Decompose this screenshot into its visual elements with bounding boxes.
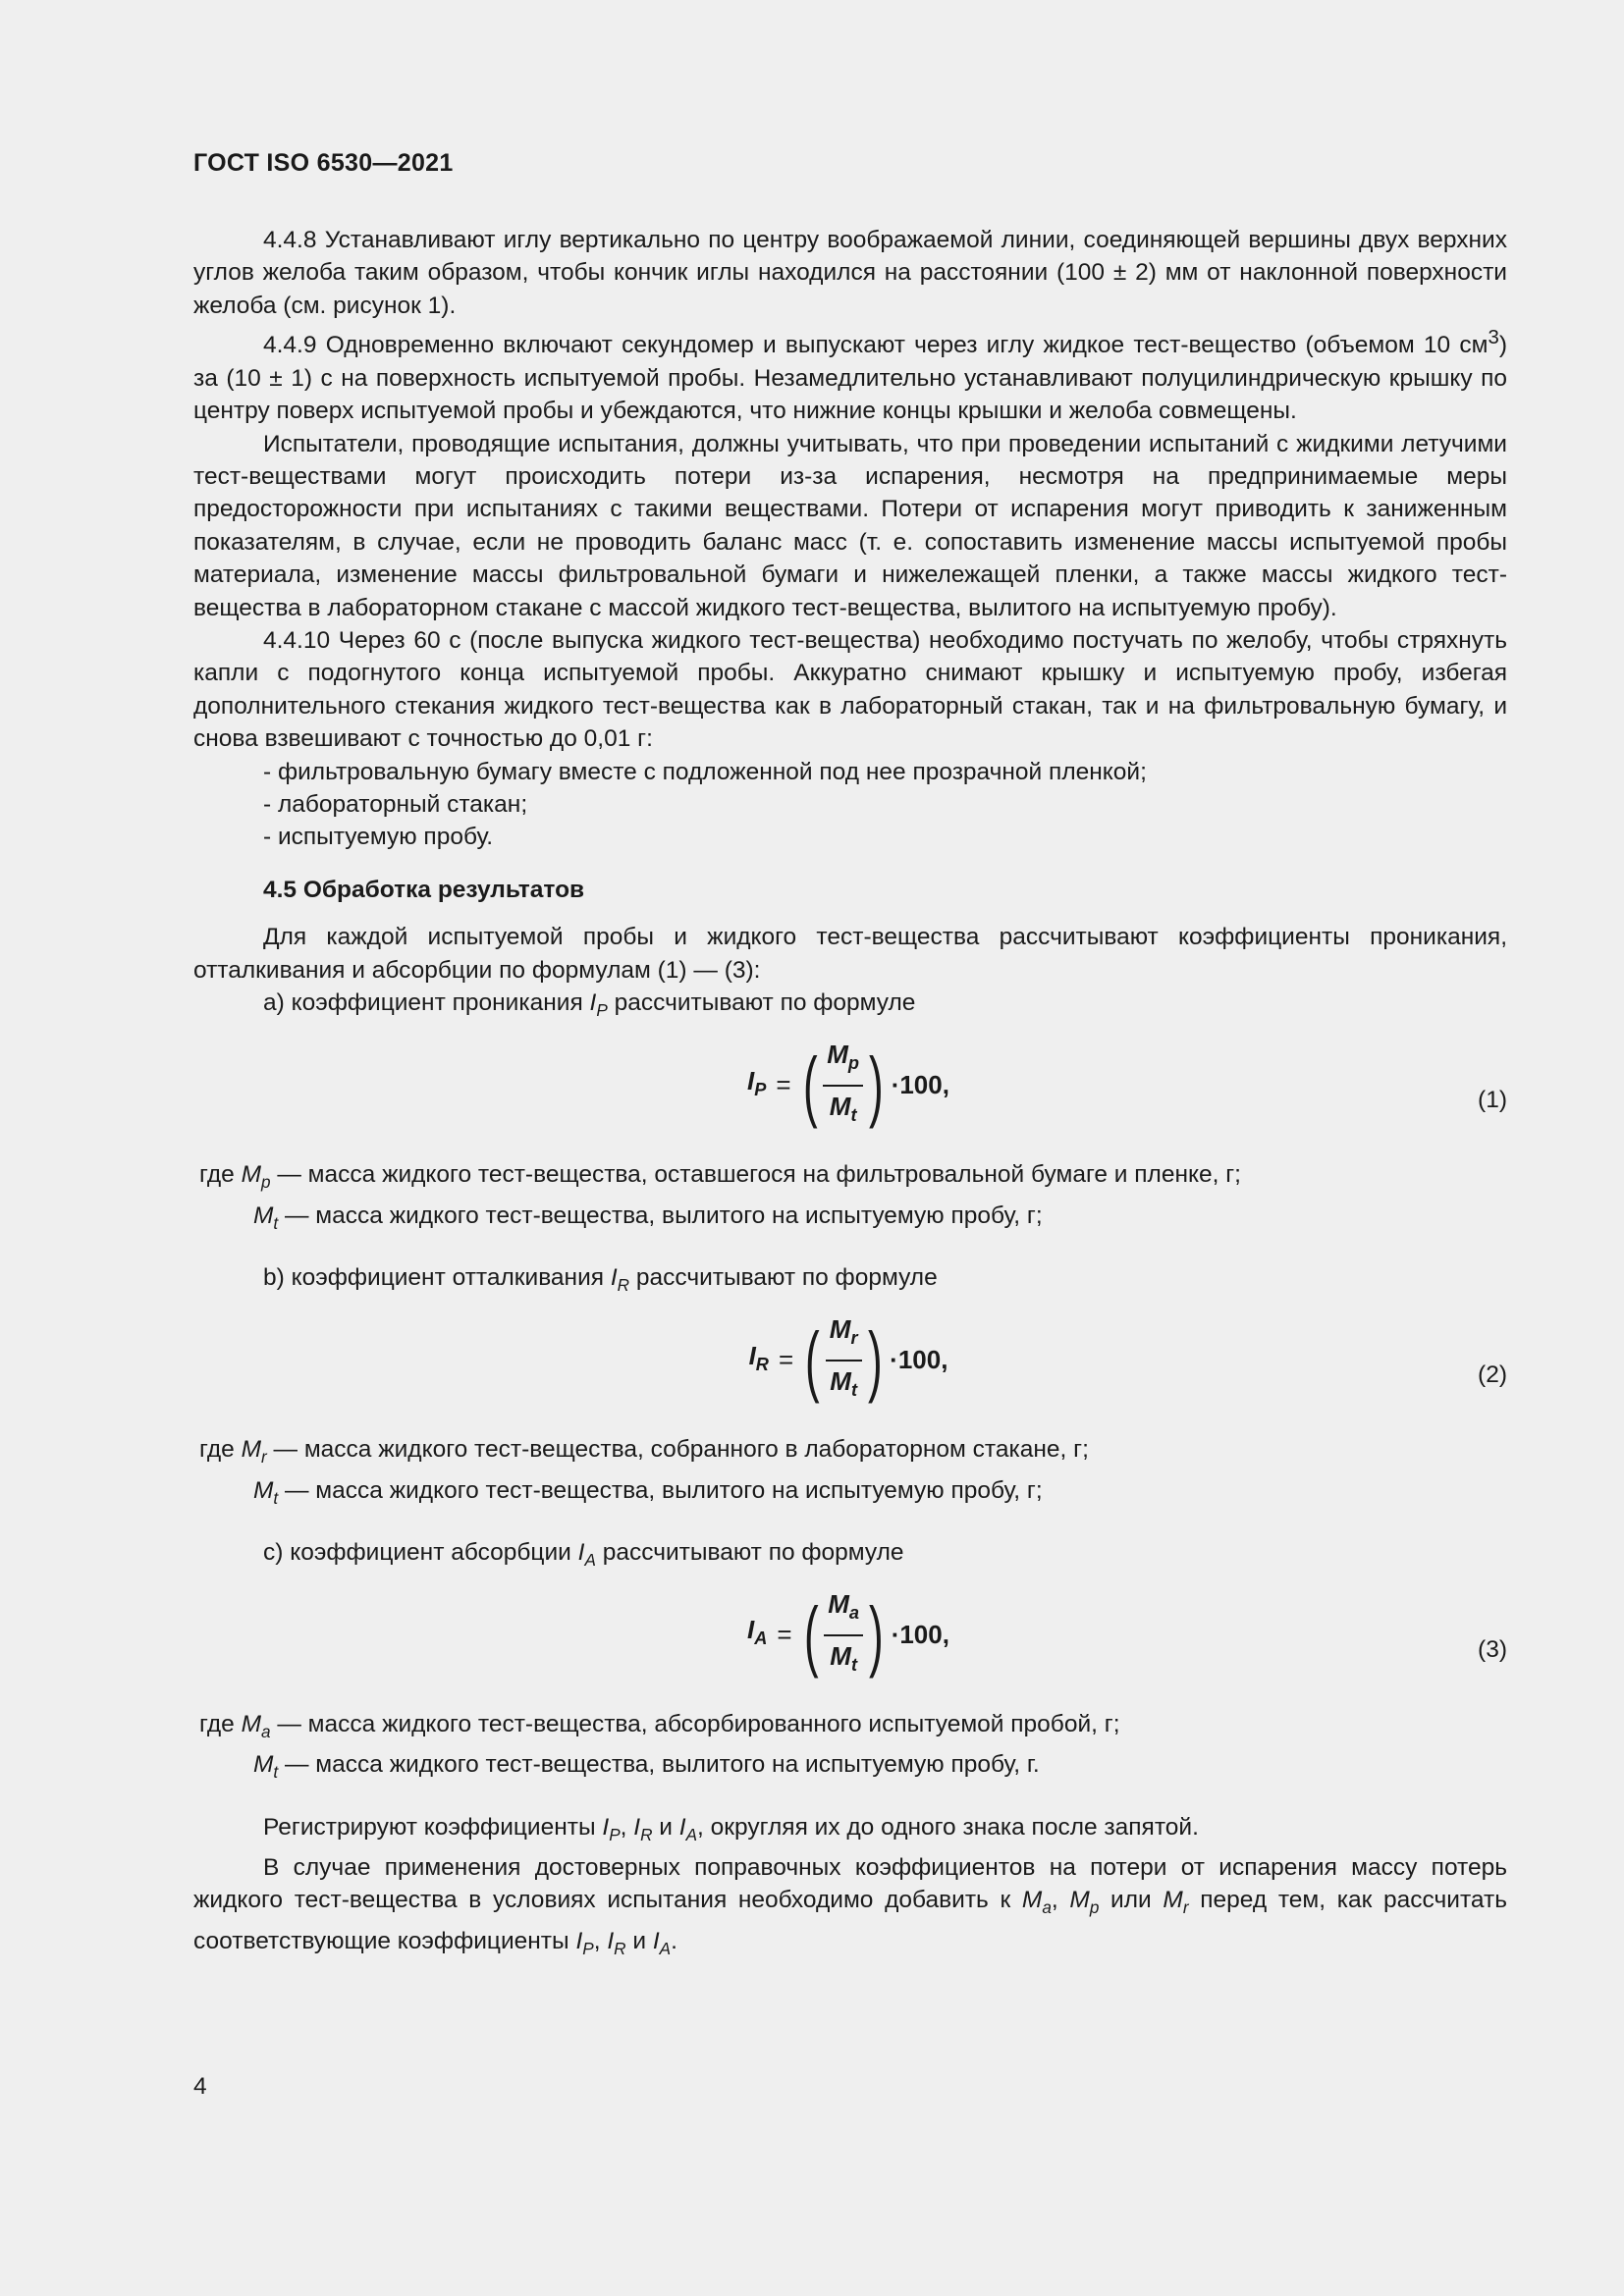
clause-4-4-9: 4.4.9 Одновременно включают секундомер и выпускают через иглу жидкое тест-вещество (объемом 10 $см^3$) за (10 ± 1) с на поверхность испытуемой пробы. Незамедлительно устанавливают полуцилиндрическую крышку по центру поверх испытуемой пробы и убеждаются, что нижние концы крышки и желоба совмещены. xyxy=(193,327,1507,425)
formula-number: (1) xyxy=(1478,1087,1507,1114)
clause-4-4-8: 4.4.8 Устанавливают иглу вертикально по центру воображаемой линии, соединяющей вершины двух верхних углов желоба таким образом, чтобы кончик иглы находился на расстоянии (100 ± 2) мм от наклонной поверхности желоба (см. рисунок 1). xyxy=(193,227,1507,319)
formula-number: (3) xyxy=(1478,1636,1507,1664)
correction-note: В случае применения достоверных поправочных коэффициентов на потери от испарения массу потерь жидкого тест-вещества в условиях испытания необходимо добавить к $M_a$, $M_p$ или $M_r$ перед тем, как рассчитать соответствующие коэффициенты $I_P$, $I_R$ и $I_A$. xyxy=(193,1854,1507,1958)
standard-header: ГОСТ ISO 6530—2021 xyxy=(193,149,454,177)
where-mt: $M_t$ — масса жидкого тест-вещества, вылитого на испытуемую пробу, г. xyxy=(253,1751,1040,1783)
item-c: c) коэффициент абсорбции $I_A$ рассчитывают по формуле xyxy=(263,1538,904,1570)
section-title-4-5: 4.5 Обработка результатов xyxy=(263,876,585,903)
page-number: 4 xyxy=(193,2073,207,2100)
clause-4-5-intro: Для каждой испытуемой пробы и жидкого тест-вещества рассчитывают коэффициенты проникания, отталкивания и абсорбции по формулам (1) — (3): xyxy=(193,924,1507,984)
formula-2: $I_R$ = ( $\frac{M_r}{M_t}$ ) ·100, (2) xyxy=(748,1314,1507,1404)
document-body xyxy=(193,224,1507,1965)
item-a: a) коэффициент проникания $I_P$ рассчитывают по формуле xyxy=(263,989,916,1020)
clause-4-4-10: 4.4.10 Через 60 с (после выпуска жидкого тест-вещества) необходимо постучать по желобу, чтобы стряхнуть капли с подогнутого конца испытуемой пробы. Аккуратно снимают крышку и испытуемую пробу, избегая дополнительного стекания жидкого тест-вещества как в лабораторный стакан, так и на фильтровальную бумагу, и снова взвешивают с точностью до 0,01 г: xyxy=(193,627,1507,753)
list-item: - фильтровальную бумагу вместе с подложенной под нее прозрачной пленкой; xyxy=(263,758,1147,785)
list-item: - лабораторный стакан; xyxy=(263,791,528,819)
formula-3: $I_A$ = ( $\frac{M_a}{M_t}$ ) ·100, (3) xyxy=(747,1589,1507,1679)
formula-1: $I_P$ = ( $\frac{M_p}{M_t}$ ) ·100, (1) xyxy=(747,1040,1507,1129)
where-ma: где $M_a$ — масса жидкого тест-вещества, абсорбированного испытуемой пробой, г; xyxy=(199,1711,1120,1742)
item-b: b) коэффициент отталкивания $I_R$ рассчитывают по формуле xyxy=(263,1263,938,1295)
list-item: - испытуемую пробу. xyxy=(263,824,494,851)
where-mp: где $M_p$ — масса жидкого тест-вещества, оставшегося на фильтровальной бумаге и пленке, г; xyxy=(199,1161,1241,1193)
where-mt: $M_t$ — масса жидкого тест-вещества, вылитого на испытуемую пробу, г; xyxy=(253,1201,1043,1233)
register-coefficients: Регистрируют коэффициенты $I_P$, $I_R$ и $I_A$, округляя их до одного знака после запятой. xyxy=(263,1813,1199,1844)
where-mt: $M_t$ — масса жидкого тест-вещества, вылитого на испытуемую пробу, г; xyxy=(253,1476,1043,1508)
formula-number: (2) xyxy=(1478,1362,1507,1389)
evaporation-warning: Испытатели, проводящие испытания, должны учитывать, что при проведении испытаний с жидкими летучими тест-веществами могут происходить потери из-за испарения, несмотря на предпринимаемые меры предосторожности при испытаниях с такими веществами. Потери от испарения могут приводить к заниженным показателям, в случае, если не проводить баланс масс (т. е. сопоставить изменение массы испытуемой пробы материала, изменение массы фильтровальной бумаги и нижележащей пленки, а также массы жидкого тест-вещества в лабораторном стакане с массой жидкого тест-вещества, вылитого на испытуемую пробу). xyxy=(193,430,1507,621)
where-mr: где $M_r$ — масса жидкого тест-вещества, собранного в лабораторном стакане, г; xyxy=(199,1436,1089,1468)
